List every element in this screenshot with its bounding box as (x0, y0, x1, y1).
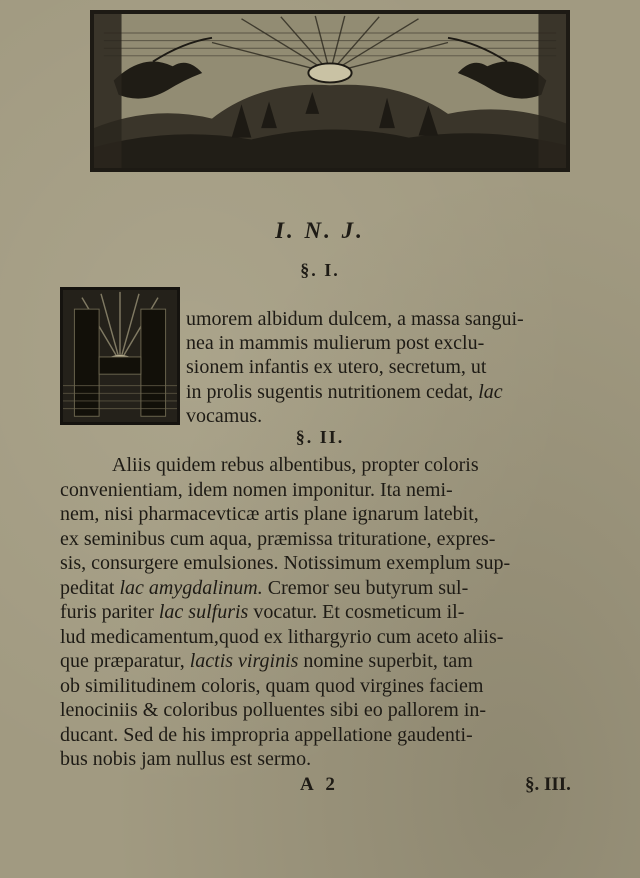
paragraph2-line: ducant. Sed de his impropria appellatione gaudenti- (60, 724, 473, 746)
italic-term: lac amygdalinum. (119, 577, 263, 599)
text-segment: peditat (60, 577, 115, 599)
woodcut-illustration (94, 14, 566, 168)
section-mark-2: §. II. (295, 427, 345, 447)
running-head: I. N. J. (275, 218, 365, 243)
signature-mark: A 2 (300, 774, 339, 795)
paragraph1-line: umorem albidum dulcem, a massa sangui- (186, 308, 524, 330)
paragraph1-text: in prolis sugentis nutritionem cedat, (186, 381, 474, 403)
text-segment: vocatur. Et cosmeticum il- (253, 601, 465, 623)
paragraph2-line: convenientiam, idem nomen imponitur. Ita nemi- (60, 479, 453, 501)
text-segment: Cremor seu butyrum sul- (267, 577, 469, 599)
catchword: §. III. (525, 774, 571, 795)
text-segment: que præparatur, (60, 650, 185, 672)
header-woodcut-ornament (90, 10, 570, 172)
paragraph2-line: Aliis quidem rebus albentibus, propter coloris (112, 454, 479, 476)
initial-h-woodcut (63, 290, 177, 422)
paragraph2-line (60, 600, 464, 624)
decorated-initial (60, 287, 180, 425)
italic-term: lactis virginis (189, 650, 299, 672)
section-mark-1: §. I. (300, 260, 340, 280)
paragraph2-line: lud medicamentum,quod ex lithargyrio cum aceto aliis- (60, 626, 504, 648)
paragraph1-line: vocamus. (186, 405, 263, 427)
italic-term: lac sulfuris (158, 601, 249, 623)
paragraph2-line: ex seminibus cum aqua, præmissa trituratione, expres- (60, 528, 496, 550)
text-segment: nomine superbit, tam (303, 650, 473, 672)
paragraph2-line (60, 649, 473, 673)
paragraph2-line: sis, consurgere emulsiones. Notissimum exemplum sup- (60, 552, 511, 574)
paragraph2-line: ob similitudinem coloris, quam quod virgines faciem (60, 675, 484, 697)
italic-term: lac (478, 381, 503, 403)
paragraph2-line: bus nobis jam nullus est sermo. (60, 748, 312, 770)
text-segment: furis pariter (60, 601, 154, 623)
paragraph1-line: nea in mammis mulierum post exclu- (186, 332, 485, 354)
paragraph1-line: sionem infantis ex utero, secretum, ut (186, 356, 487, 378)
paragraph2-line (60, 576, 468, 600)
paragraph2-line: lenociniis & coloribus polluentes sibi eo pallorem in- (60, 699, 487, 721)
paragraph1-line (186, 380, 503, 404)
paragraph2-line: nem, nisi pharmacevticæ artis plane ignarum latebit, (60, 503, 479, 525)
